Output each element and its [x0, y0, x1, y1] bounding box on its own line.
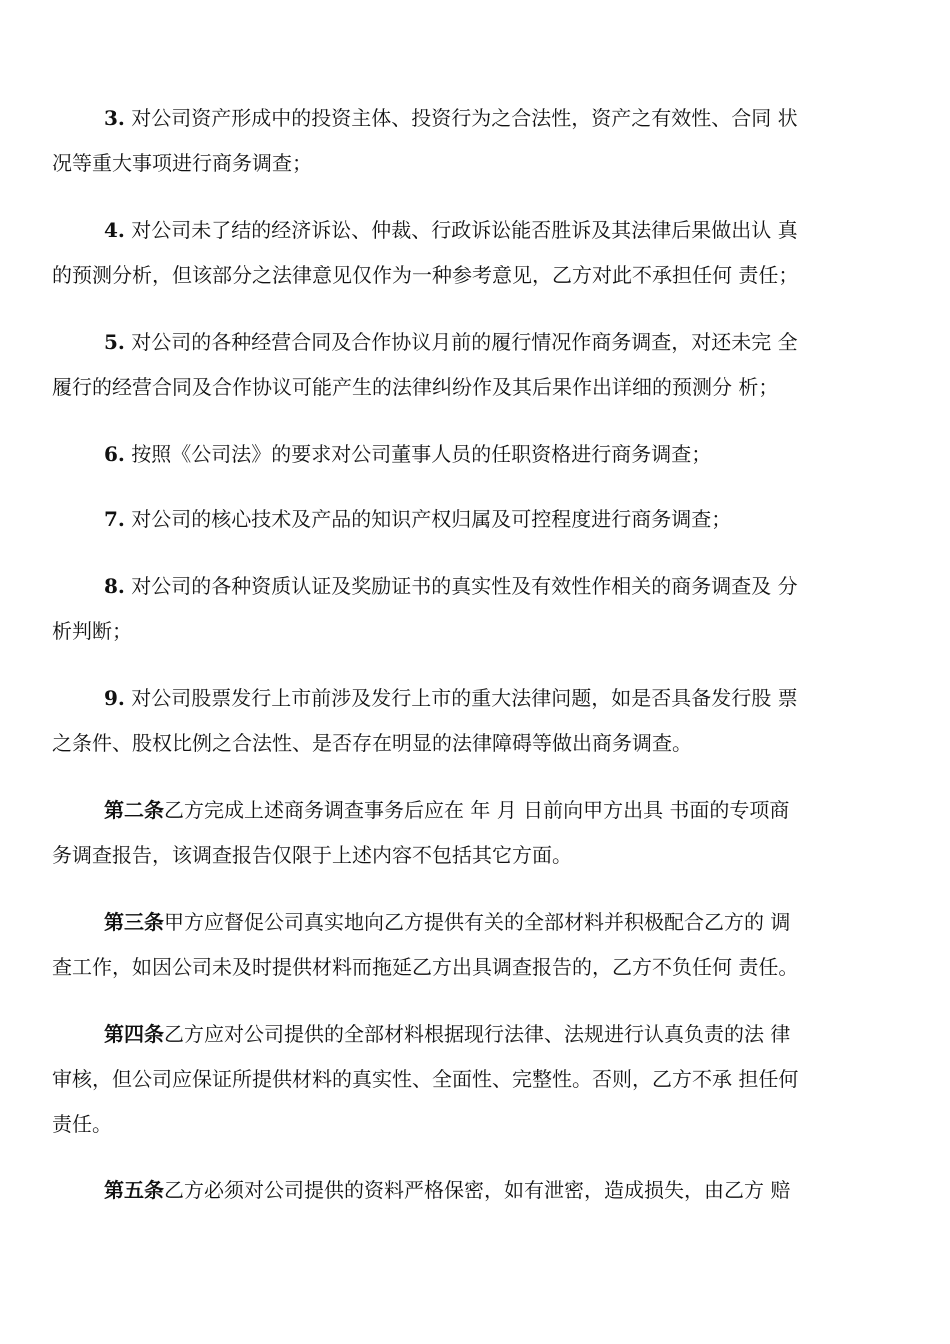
- article-heading: 第三条: [104, 910, 164, 934]
- clause-line: [52, 564, 898, 609]
- article-line: [52, 900, 898, 945]
- clause-line: [52, 96, 898, 141]
- item-number: 8.: [104, 574, 125, 598]
- article-3: [52, 900, 898, 990]
- clause-line: [52, 208, 898, 253]
- clause-text: 对公司未了结的经济诉讼、仲裁、行政诉讼能否胜诉及其法律后果做出认 真: [124, 218, 798, 242]
- clause-line: [52, 609, 898, 654]
- article-5: [52, 1168, 898, 1213]
- article-heading: 第五条: [104, 1178, 164, 1202]
- article-4: [52, 1012, 898, 1147]
- article-line: [52, 1012, 898, 1057]
- item-number: 7.: [104, 507, 125, 531]
- clause-text: 对公司资产形成中的投资主体、投资行为之合法性，资产之有效性、合同 状: [124, 106, 798, 130]
- clause-item-6: [52, 432, 898, 477]
- clause-line: [52, 365, 898, 410]
- clause-item-8: [52, 564, 898, 654]
- clause-text: 对公司的各种经营合同及合作协议月前的履行情况作商务调查，对还未完 全: [124, 330, 798, 354]
- clause-text: 对公司的各种资质认证及奖励证书的真实性及有效性作相关的商务调查及 分: [124, 574, 798, 598]
- article-text: 乙方完成上述商务调查事务后应在 年 月 日前向甲方出具 书面的专项商: [164, 798, 790, 822]
- clause-item-9: [52, 676, 898, 766]
- clause-text: 对公司的核心技术及产品的知识产权归属及可控程度进行商务调查；: [124, 507, 732, 531]
- clause-line: [52, 676, 898, 721]
- item-number: 5.: [104, 330, 125, 354]
- clause-text: 的预测分析，但该部分之法律意见仅作为一种参考意见，乙方对此不承担任何 责任；: [52, 263, 799, 287]
- article-line: [52, 833, 898, 878]
- clause-item-3: [52, 96, 898, 186]
- clause-text: 履行的经营合同及合作协议可能产生的法律纠纷作及其后果作出详细的预测分 析；: [52, 375, 779, 399]
- clause-line: [52, 320, 898, 365]
- clause-line: [52, 253, 898, 298]
- clause-item-4: [52, 208, 898, 298]
- clause-line: [52, 497, 898, 542]
- clause-text: 况等重大事项进行商务调查；: [52, 151, 312, 175]
- item-number: 4.: [104, 218, 125, 242]
- clause-text: 对公司股票发行上市前涉及发行上市的重大法律问题，如是否具备发行股 票: [124, 686, 798, 710]
- article-line: [52, 1057, 898, 1102]
- article-line: [52, 788, 898, 833]
- item-number: 6.: [104, 442, 125, 466]
- article-text: 务调查报告，该调查报告仅限于上述内容不包括其它方面。: [52, 843, 572, 867]
- clause-text: 按照《公司法》的要求对公司董事人员的任职资格进行商务调查；: [124, 442, 712, 466]
- article-line: [52, 945, 898, 990]
- article-line: [52, 1168, 898, 1213]
- clause-text: 析判断；: [52, 619, 132, 643]
- article-text: 乙方必须对公司提供的资料严格保密，如有泄密，造成损失，由乙方 赔: [164, 1178, 791, 1202]
- item-number: 3.: [104, 106, 125, 130]
- article-text: 责任。: [52, 1112, 112, 1136]
- article-2: [52, 788, 898, 878]
- clause-item-5: [52, 320, 898, 410]
- clause-line: [52, 432, 898, 477]
- clause-text: 之条件、股权比例之合法性、是否存在明显的法律障碍等做出商务调查。: [52, 731, 692, 755]
- clause-line: [52, 721, 898, 766]
- article-line: [52, 1102, 898, 1147]
- item-number: 9.: [104, 686, 125, 710]
- clause-item-7: [52, 497, 898, 542]
- article-text: 审核，但公司应保证所提供材料的真实性、全面性、完整性。否则，乙方不承 担任何: [52, 1067, 799, 1091]
- article-text: 甲方应督促公司真实地向乙方提供有关的全部材料并积极配合乙方的 调: [164, 910, 791, 934]
- clause-line: [52, 141, 898, 186]
- article-heading: 第四条: [104, 1022, 164, 1046]
- article-heading: 第二条: [104, 798, 164, 822]
- article-text: 查工作，如因公司未及时提供材料而拖延乙方出具调查报告的，乙方不负任何 责任。: [52, 955, 799, 979]
- article-text: 乙方应对公司提供的全部材料根据现行法律、法规进行认真负责的法 律: [164, 1022, 791, 1046]
